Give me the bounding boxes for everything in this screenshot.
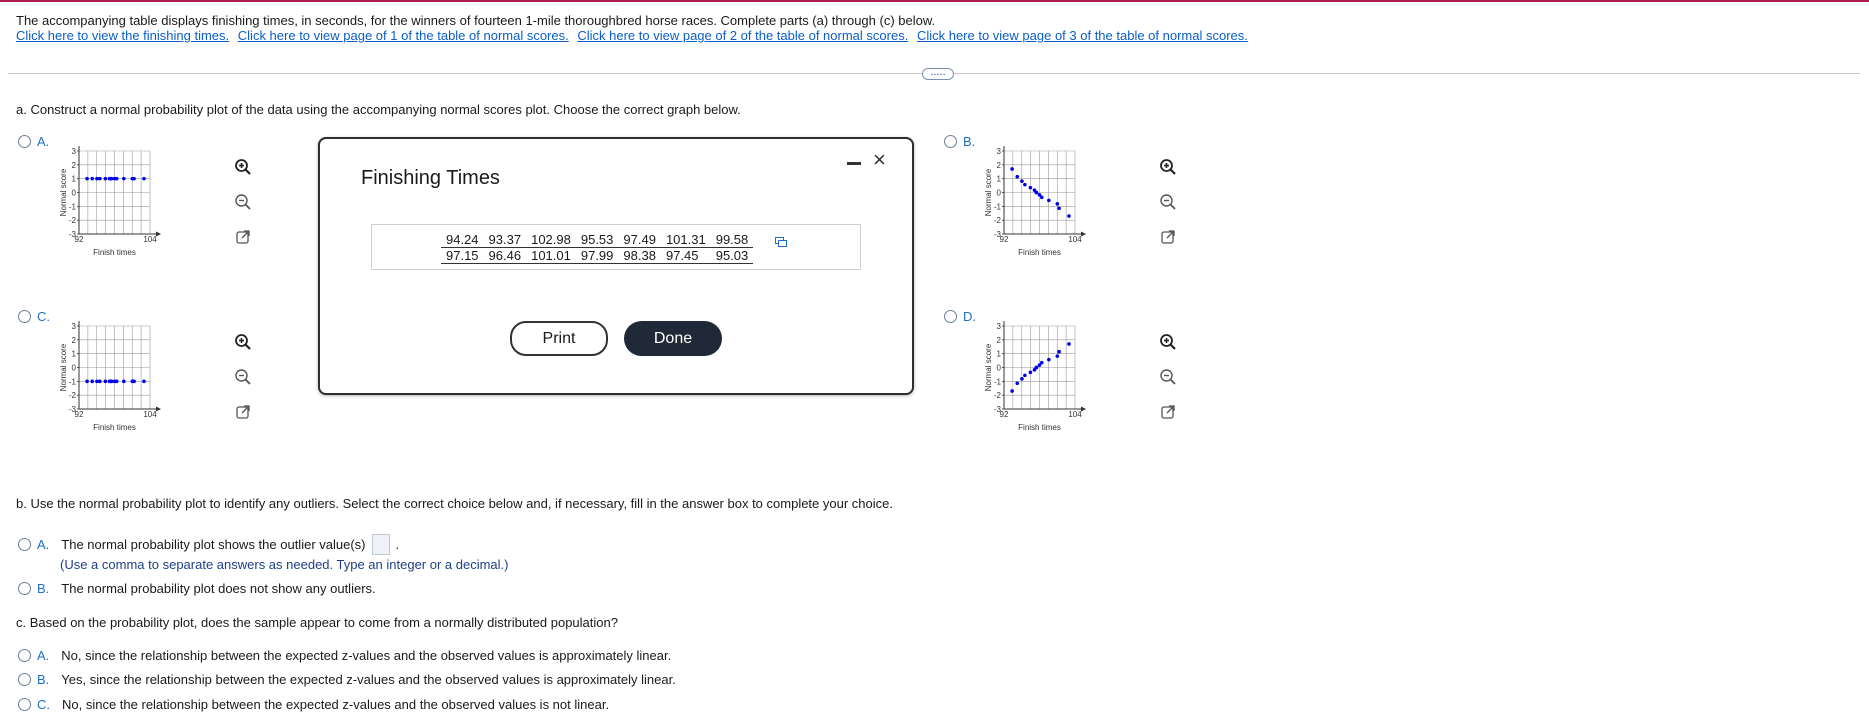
part-c-option-c-letter: C. xyxy=(37,697,50,712)
table-cell: 101.01 xyxy=(526,248,576,264)
y-tick-label: 1 xyxy=(71,349,76,359)
option-b-graph-choice[interactable] xyxy=(944,134,975,149)
zoom-out-icon[interactable] xyxy=(1157,366,1179,388)
part-c-question: c. Based on the probability plot, does the sample appear to come from a normally distributed population? xyxy=(16,615,618,630)
data-point xyxy=(1057,350,1061,354)
answer-format-hint: (Use a comma to separate answers as needed. Type an integer or a decimal.) xyxy=(60,557,509,572)
x-axis-label: Finish times xyxy=(1018,423,1061,432)
data-point xyxy=(1035,366,1039,370)
table-cell: 99.58 xyxy=(711,232,754,248)
data-point xyxy=(142,380,146,384)
data-point xyxy=(1023,374,1027,378)
option-a-letter: A. xyxy=(37,134,50,149)
data-point xyxy=(85,380,89,384)
print-button[interactable]: Print xyxy=(510,321,608,356)
dialog-title: Finishing Times xyxy=(361,167,500,189)
table-cell: 101.31 xyxy=(661,232,711,248)
top-accent-bar xyxy=(0,0,1869,2)
data-point xyxy=(1015,175,1019,179)
y-tick-label: 2 xyxy=(71,335,76,345)
x-tick-label-min: 92 xyxy=(74,235,84,244)
y-axis-label: Normal score xyxy=(59,343,68,392)
x-tick-label-max: 104 xyxy=(143,235,157,244)
y-tick-label: 0 xyxy=(71,188,76,198)
open-new-window-icon[interactable] xyxy=(232,226,254,248)
expand-more-button[interactable]: ..... xyxy=(922,68,954,80)
x-tick-label-max: 104 xyxy=(143,410,157,419)
data-point xyxy=(1047,199,1051,203)
data-point xyxy=(1040,196,1044,200)
data-point xyxy=(98,380,102,384)
data-point xyxy=(1010,389,1014,393)
part-b-option-a-text: The normal probability plot shows the outlier value(s) xyxy=(61,537,366,552)
data-point xyxy=(1029,186,1033,190)
y-tick-label: -3 xyxy=(993,230,1001,239)
link-finishing-times[interactable]: Click here to view the finishing times. xyxy=(16,28,230,43)
data-point xyxy=(1015,381,1019,385)
data-point xyxy=(104,380,108,384)
data-point xyxy=(1035,191,1039,195)
data-point xyxy=(1067,342,1071,346)
normal-probability-plot-a xyxy=(58,146,208,296)
table-row xyxy=(441,232,753,248)
x-axis-label: Finish times xyxy=(1018,248,1061,257)
x-tick-label-max: 104 xyxy=(1068,410,1082,419)
y-tick-label: 1 xyxy=(996,349,1001,359)
part-c-option-a-radio[interactable] xyxy=(18,649,31,662)
y-tick-label: -3 xyxy=(68,405,76,414)
y-tick-label: 2 xyxy=(71,160,76,170)
x-axis-arrow xyxy=(156,407,161,412)
y-tick-label: -1 xyxy=(68,377,76,387)
data-point xyxy=(132,177,136,181)
x-axis-arrow xyxy=(1081,232,1086,237)
data-point xyxy=(90,380,94,384)
y-tick-label: 3 xyxy=(71,322,76,331)
finishing-times-dialog xyxy=(318,137,914,395)
y-axis-label: Normal score xyxy=(59,168,68,217)
part-b-option-a-letter: A. xyxy=(37,537,50,552)
table-cell: 95.53 xyxy=(576,232,619,248)
table-cell: 102.98 xyxy=(526,232,576,248)
y-tick-label: 3 xyxy=(996,322,1001,331)
option-c-radio[interactable] xyxy=(18,310,31,323)
option-a-radio[interactable] xyxy=(18,135,31,148)
data-point xyxy=(1023,183,1027,187)
part-c-option-a-letter: A. xyxy=(37,648,50,663)
data-point xyxy=(1020,377,1024,381)
data-point xyxy=(1056,202,1060,206)
option-d-radio[interactable] xyxy=(944,310,957,323)
part-a-question: a. Construct a normal probability plot of the data using the accompanying normal scores plot. Choose the correct graph below. xyxy=(16,102,741,117)
data-point xyxy=(1056,354,1060,358)
y-tick-label: 3 xyxy=(71,147,76,156)
data-point xyxy=(90,177,94,181)
part-b-option-b-text: The normal probability plot does not show any outliers. xyxy=(61,581,376,596)
option-b-letter: B. xyxy=(963,134,976,149)
part-c-option-b-text: Yes, since the relationship between the expected z-values and the observed values is approximately linear. xyxy=(61,672,676,687)
y-tick-label: 3 xyxy=(996,147,1001,156)
zoom-out-icon[interactable] xyxy=(1157,191,1179,213)
finishing-times-table xyxy=(441,232,753,264)
y-tick-label: -3 xyxy=(993,405,1001,414)
data-point xyxy=(1010,167,1014,171)
data-point xyxy=(142,177,146,181)
x-tick-label-min: 92 xyxy=(999,235,1009,244)
table-cell: 97.49 xyxy=(618,232,661,248)
data-point xyxy=(1067,214,1071,218)
problem-statement: The accompanying table displays finishing times, in seconds, for the winners of fourteen 1-mile thoroughbred horse races. Complete parts (a) through (c) below. xyxy=(16,13,936,28)
link-normal-scores-page-1[interactable]: Click here to view page of 1 of the table of normal scores. xyxy=(237,28,569,43)
y-tick-label: 2 xyxy=(996,160,1001,170)
part-b-option-a-period: . xyxy=(395,537,400,552)
y-tick-label: 0 xyxy=(996,363,1001,373)
data-point xyxy=(1040,361,1044,365)
y-tick-label: 1 xyxy=(996,174,1001,184)
x-tick-label-min: 92 xyxy=(74,410,84,419)
table-cell: 97.99 xyxy=(576,248,619,264)
zoom-out-icon[interactable] xyxy=(232,191,254,213)
table-cell: 98.38 xyxy=(618,248,661,264)
normal-probability-plot-b xyxy=(983,146,1133,296)
data-point xyxy=(122,177,126,181)
done-button[interactable]: Done xyxy=(624,321,722,356)
data-point xyxy=(104,177,108,181)
part-c-option-b-radio[interactable] xyxy=(18,673,31,686)
data-point xyxy=(98,177,102,181)
zoom-in-icon[interactable] xyxy=(1157,156,1179,178)
x-axis-arrow xyxy=(156,232,161,237)
copy-table-icon[interactable] xyxy=(775,235,787,250)
open-new-window-icon[interactable] xyxy=(1157,226,1179,248)
part-b-option-a-radio[interactable] xyxy=(18,538,31,551)
x-tick-label-min: 92 xyxy=(999,410,1009,419)
part-b-question: b. Use the normal probability plot to identify any outliers. Select the correct choice below and, if necessary, fill in the answer box to complete your choice. xyxy=(16,496,893,511)
link-normal-scores-page-2[interactable]: Click here to view page of 2 of the table of normal scores. xyxy=(577,28,909,43)
option-c-letter: C. xyxy=(37,309,50,324)
option-b-radio[interactable] xyxy=(944,135,957,148)
zoom-in-icon[interactable] xyxy=(232,331,254,353)
data-point xyxy=(1020,179,1024,183)
option-c-graph-choice[interactable] xyxy=(18,309,50,324)
part-b-option-b[interactable] xyxy=(18,581,376,596)
table-row xyxy=(441,248,753,264)
graph-a-tools xyxy=(232,156,254,248)
resource-links xyxy=(16,28,1253,44)
x-axis-label: Finish times xyxy=(93,248,136,257)
open-new-window-icon[interactable] xyxy=(232,401,254,423)
y-tick-label: -1 xyxy=(993,377,1001,387)
table-cell: 95.03 xyxy=(711,248,754,264)
y-tick-label: 0 xyxy=(71,363,76,373)
y-axis-label: Normal score xyxy=(984,343,993,392)
part-b-option-b-letter: B. xyxy=(37,581,50,596)
zoom-in-icon[interactable] xyxy=(1157,331,1179,353)
y-tick-label: -1 xyxy=(68,202,76,212)
finishing-times-table-box xyxy=(371,224,861,270)
part-c-option-c[interactable] xyxy=(18,697,609,712)
table-cell: 93.37 xyxy=(484,232,527,248)
graph-c-tools xyxy=(232,331,254,423)
part-c-option-c-radio[interactable] xyxy=(18,698,31,711)
x-axis-arrow xyxy=(1081,407,1086,412)
data-point xyxy=(1047,358,1051,362)
part-b-option-a[interactable] xyxy=(18,534,399,555)
minimize-icon[interactable] xyxy=(847,155,861,169)
data-point xyxy=(122,380,126,384)
option-d-letter: D. xyxy=(963,309,976,324)
y-tick-label: -1 xyxy=(993,202,1001,212)
zoom-out-icon[interactable] xyxy=(232,366,254,388)
y-axis-label: Normal score xyxy=(984,168,993,217)
y-tick-label: 1 xyxy=(71,174,76,184)
data-point xyxy=(1057,206,1061,210)
part-c-option-b-letter: B. xyxy=(37,672,50,687)
data-point xyxy=(132,380,136,384)
part-c-option-c-text: No, since the relationship between the expected z-values and the observed values is not linear. xyxy=(62,697,610,712)
table-cell: 97.15 xyxy=(441,248,484,264)
y-tick-label: 0 xyxy=(996,188,1001,198)
normal-probability-plot-d xyxy=(983,321,1133,471)
part-c-option-a[interactable] xyxy=(18,648,671,663)
normal-probability-plot-c xyxy=(58,321,208,471)
x-tick-label-max: 104 xyxy=(1068,235,1082,244)
data-point xyxy=(115,177,119,181)
data-point xyxy=(115,380,119,384)
open-new-window-icon[interactable] xyxy=(1157,401,1179,423)
data-point xyxy=(1029,371,1033,375)
table-cell: 97.45 xyxy=(661,248,711,264)
data-point xyxy=(85,177,89,181)
graph-d-tools xyxy=(1157,331,1179,423)
table-cell: 96.46 xyxy=(484,248,527,264)
y-tick-label: -2 xyxy=(993,216,1001,226)
option-d-graph-choice[interactable] xyxy=(944,309,976,324)
part-b-option-b-radio[interactable] xyxy=(18,582,31,595)
y-tick-label: -2 xyxy=(68,216,76,226)
table-cell: 94.24 xyxy=(441,232,484,248)
part-c-option-a-text: No, since the relationship between the expected z-values and the observed values is approximately linear. xyxy=(61,648,672,663)
option-a-graph-choice[interactable] xyxy=(18,134,49,149)
close-icon[interactable]: × xyxy=(873,147,886,172)
y-tick-label: -3 xyxy=(68,230,76,239)
outlier-answer-input[interactable] xyxy=(372,534,390,555)
y-tick-label: 2 xyxy=(996,335,1001,345)
y-tick-label: -2 xyxy=(993,391,1001,401)
graph-b-tools xyxy=(1157,156,1179,248)
link-normal-scores-page-3[interactable]: Click here to view page of 3 of the table of normal scores. xyxy=(916,28,1248,43)
y-tick-label: -2 xyxy=(68,391,76,401)
part-c-option-b[interactable] xyxy=(18,672,676,687)
x-axis-label: Finish times xyxy=(93,423,136,432)
zoom-in-icon[interactable] xyxy=(232,156,254,178)
